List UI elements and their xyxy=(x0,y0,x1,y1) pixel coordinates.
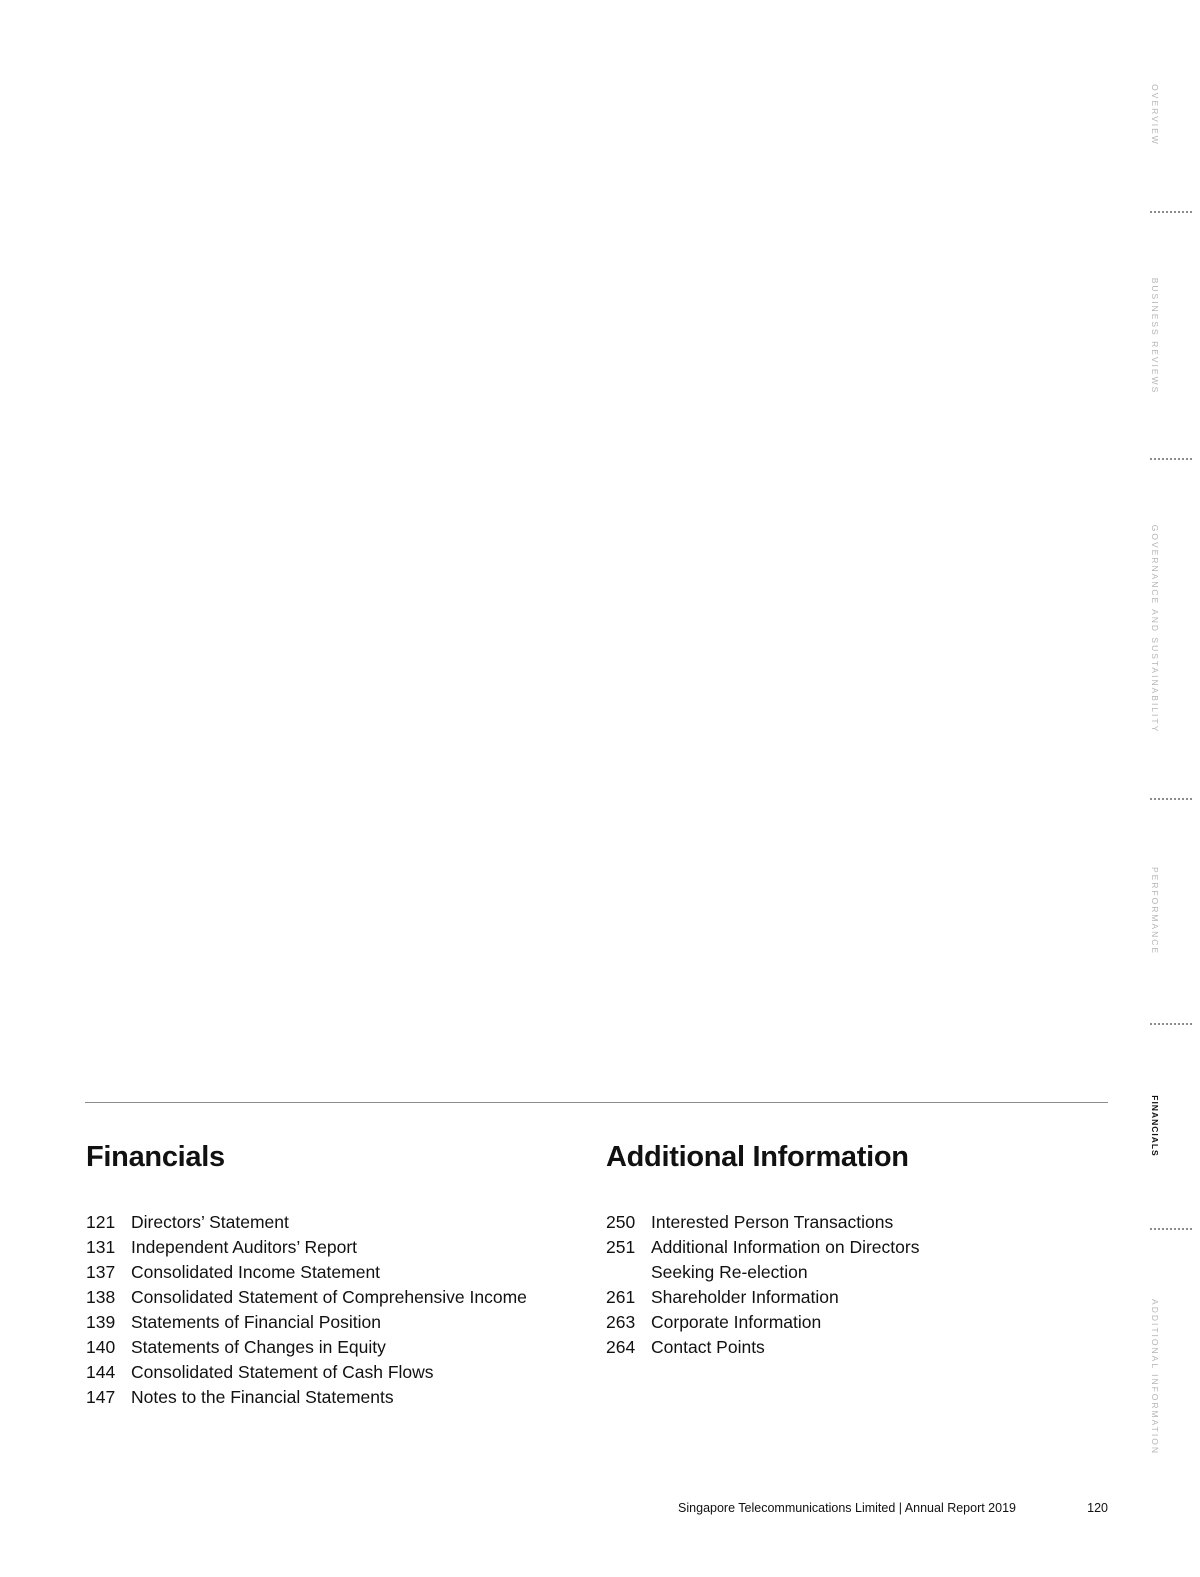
page-number: 120 xyxy=(1087,1501,1108,1515)
page-footer xyxy=(560,1501,1108,1519)
side-tab-separator xyxy=(1150,1023,1192,1025)
toc-page-number: 140 xyxy=(86,1337,116,1357)
side-tab-separator xyxy=(1150,798,1192,800)
toc-item[interactable] xyxy=(606,1310,1106,1335)
toc-item[interactable] xyxy=(606,1235,1106,1260)
toc-title: Notes to the Financial Statements xyxy=(131,1387,394,1407)
additional-information-section xyxy=(606,1138,1106,1360)
additional-information-toc xyxy=(606,1210,1106,1360)
toc-item[interactable] xyxy=(86,1260,586,1285)
toc-page-number: 144 xyxy=(86,1362,116,1382)
toc-item[interactable] xyxy=(86,1285,586,1310)
side-tab-label: ADDITIONAL INFORMATION xyxy=(1150,1299,1160,1455)
toc-item[interactable] xyxy=(86,1210,586,1235)
side-tab-label: GOVERNANCE AND SUSTAINABILITY xyxy=(1150,524,1160,734)
toc-item[interactable] xyxy=(606,1210,1106,1235)
financials-section xyxy=(86,1138,586,1410)
toc-item-continuation[interactable] xyxy=(606,1260,1106,1285)
toc-page-number: 131 xyxy=(86,1237,116,1257)
toc-item[interactable] xyxy=(86,1310,586,1335)
side-tab-label: PERFORMANCE xyxy=(1150,866,1160,956)
side-tab-separator xyxy=(1150,458,1192,460)
toc-title: Consolidated Income Statement xyxy=(131,1262,381,1282)
toc-title: Independent Auditors’ Report xyxy=(131,1237,358,1257)
toc-title: Seeking Re-election xyxy=(651,1262,808,1282)
toc-page-number: 137 xyxy=(86,1262,116,1282)
side-tab-separator xyxy=(1150,211,1192,213)
toc-page-number: 250 xyxy=(606,1212,636,1232)
toc-item[interactable] xyxy=(86,1335,586,1360)
side-tab-label: FINANCIALS xyxy=(1150,1095,1160,1157)
financials-heading: Financials xyxy=(86,1141,225,1173)
toc-title: Interested Person Transactions xyxy=(651,1212,894,1232)
additional-information-heading: Additional Information xyxy=(606,1141,909,1173)
toc-page-number: 147 xyxy=(86,1387,116,1407)
toc-title: Statements of Financial Position xyxy=(131,1312,381,1332)
side-tab-label: BUSINESS REVIEWS xyxy=(1150,277,1160,395)
toc-title: Consolidated Statement of Cash Flows xyxy=(131,1362,434,1382)
toc-item[interactable] xyxy=(86,1360,586,1385)
toc-title: Corporate Information xyxy=(651,1312,822,1332)
toc-page-number: 251 xyxy=(606,1237,636,1257)
toc-item[interactable] xyxy=(606,1335,1106,1360)
toc-page-number xyxy=(606,1260,651,1285)
toc-title: Directors’ Statement xyxy=(131,1212,289,1232)
side-tab-separator xyxy=(1150,1228,1192,1230)
footer-text: Singapore Telecommunications Limited | Annual Report 2019 xyxy=(678,1501,1016,1515)
toc-title: Consolidated Statement of Comprehensive Income xyxy=(131,1287,527,1307)
side-tab-label: OVERVIEW xyxy=(1150,84,1160,146)
toc-page-number: 261 xyxy=(606,1287,636,1307)
toc-page-number: 139 xyxy=(86,1312,116,1332)
toc-page-number: 263 xyxy=(606,1312,636,1332)
toc-item[interactable] xyxy=(606,1285,1106,1310)
toc-page-number: 264 xyxy=(606,1337,636,1357)
toc-title: Shareholder Information xyxy=(651,1287,839,1307)
toc-page-number: 121 xyxy=(86,1212,116,1232)
financials-toc xyxy=(86,1210,586,1410)
toc-title: Statements of Changes in Equity xyxy=(131,1337,386,1357)
toc-page-number: 138 xyxy=(86,1287,116,1307)
toc-item[interactable] xyxy=(86,1235,586,1260)
section-divider xyxy=(85,1102,1108,1103)
toc-title: Additional Information on Directors xyxy=(651,1237,920,1257)
toc-title: Contact Points xyxy=(651,1337,765,1357)
toc-item[interactable] xyxy=(86,1385,586,1410)
